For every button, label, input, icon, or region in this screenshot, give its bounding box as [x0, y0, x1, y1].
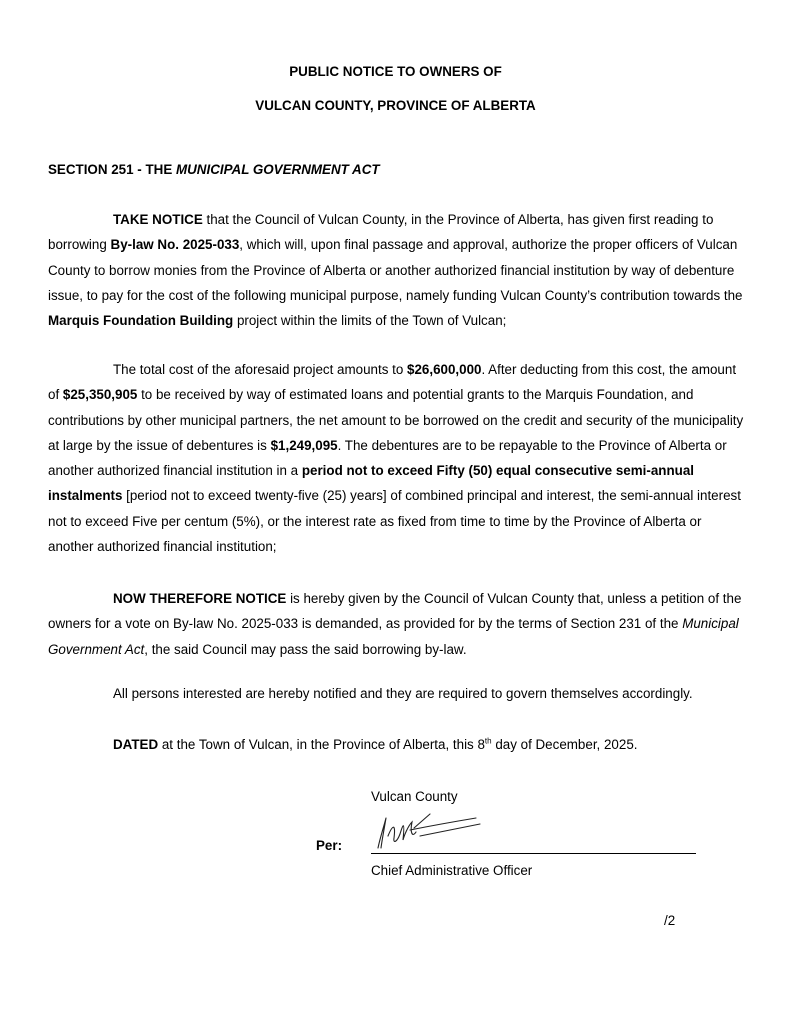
- page-number: /2: [664, 913, 676, 928]
- para3-text-1: is hereby given by the Council of Vulcan County that, unless a petition of the owners for a vote on By-law No. 2025-033 is demanded, as provided for by the terms of Section 231 of the: [48, 591, 742, 632]
- para2-text-5: [period not to exceed twenty-five (25) years] of combined principal and interest, the semi-annual interest not to exceed Five per centum (5%), or the interest rate as fixed from time to time by the Province of Alberta or another authorized financial institution;: [48, 488, 741, 555]
- signature-organization: Vulcan County: [371, 789, 458, 804]
- section-act-name: MUNICIPAL GOVERNMENT ACT: [175, 162, 380, 177]
- repayment-period: period not to exceed Fifty (50) equal consecutive semi-annual instalments: [48, 463, 694, 504]
- bylaw-number: By-law No. 2025-033: [110, 237, 240, 253]
- total-cost: $26,600,000: [407, 362, 482, 377]
- notice-title-line2: VULCAN COUNTY, PROVINCE OF ALBERTA: [255, 98, 536, 113]
- signature-per-label: Per:: [316, 838, 343, 853]
- now-therefore-paragraph: [48, 586, 748, 662]
- net-borrowing-amount: $1,249,095: [270, 437, 338, 453]
- now-therefore-lead: NOW THEREFORE NOTICE: [113, 591, 287, 606]
- signatory-title: Chief Administrative Officer: [371, 863, 533, 878]
- handwritten-signature: [370, 808, 490, 854]
- take-notice-lead: TAKE NOTICE: [113, 212, 203, 227]
- cost-paragraph: [48, 357, 748, 559]
- section-prefix: SECTION 251 - THE: [48, 162, 176, 177]
- take-notice-paragraph: [48, 207, 748, 333]
- day-ordinal-suffix: th: [484, 736, 492, 746]
- para2-text-1: The total cost of the aforesaid project amounts to: [113, 362, 408, 377]
- project-name: Marquis Foundation Building: [48, 313, 234, 329]
- section-heading: [48, 162, 380, 177]
- interested-persons-paragraph: All persons interested are hereby notified and they are required to govern themselves accordingly.: [113, 686, 693, 701]
- para2-text-2: . After deducting from this cost, the amount of: [48, 362, 737, 403]
- para2-text-3: to be received by way of estimated loans and potential grants to the Marquis Foundation, and contributions by other municipal partners, the net amount to be borrowed on the credit and security of the municipality at large by the issue of debentures is: [48, 387, 744, 453]
- dated-text-1: at the Town of Vulcan, in the Province of Alberta, this 8: [158, 737, 485, 752]
- para2-text-4: . The debentures are to be repayable to the Province of Alberta or another authorized financial institution in a: [48, 437, 727, 479]
- dated-text-2: day of December, 2025.: [491, 737, 638, 752]
- deduction-amount: $25,350,905: [62, 387, 138, 403]
- para1-text-2: , which will, upon final passage and approval, authorize the proper officers of Vulcan County to borrow monies from the Province of Alberta or another authorized financial institution by way of debenture issue, to pay for the cost of the following municipal purpose, namely funding Vulcan County’s contribution towards the: [48, 237, 743, 303]
- para1-text-1: that the Council of Vulcan County, in the Province of Alberta, has given first reading to borrowing: [48, 212, 714, 253]
- para1-text-3: project within the limits of the Town of Vulcan;: [233, 313, 507, 329]
- notice-title-line1: PUBLIC NOTICE TO OWNERS OF: [289, 64, 502, 79]
- para3-text-2: , the said Council may pass the said borrowing by-law.: [144, 641, 467, 657]
- signature-line: [371, 853, 696, 854]
- act-reference: Municipal Government Act: [48, 616, 739, 657]
- dated-lead: DATED: [113, 737, 159, 752]
- dated-paragraph: [113, 737, 638, 752]
